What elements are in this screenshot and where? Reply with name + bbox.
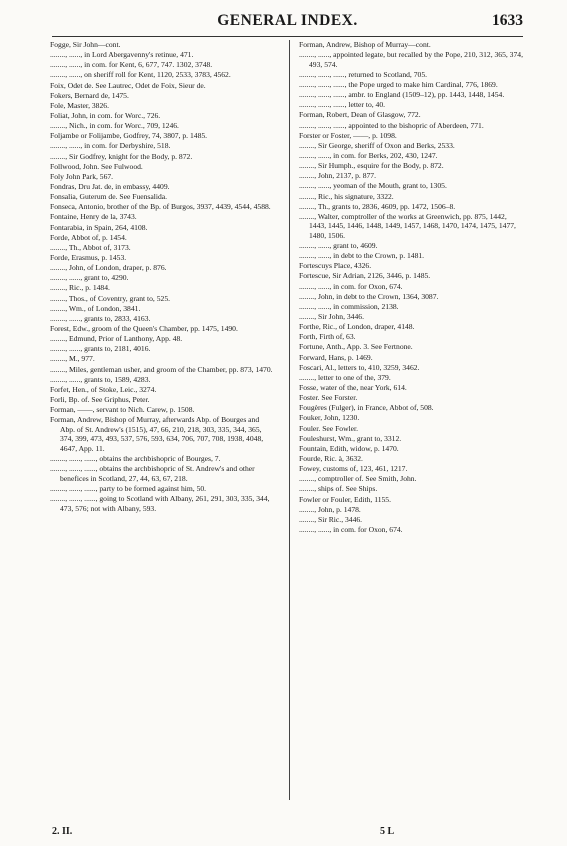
index-entry: Forde, Erasmus, p. 1453.	[50, 252, 127, 262]
index-entry: Forde, Abbot of, p. 1454.	[50, 232, 127, 242]
page-header	[52, 8, 523, 37]
index-entry: Forman, ——, servant to Nich. Carew, p. 1508.	[50, 405, 195, 415]
index-entry: ........, ......, ......, going to Scotland with Albany, 261, 291, 303, 335, 344, 473, 576; not with Albany, 593.	[50, 493, 270, 513]
signature-mark: 5 L	[380, 826, 395, 837]
index-entry: Fowey, customs of, 123, 461, 1217.	[299, 464, 408, 474]
index-entry: Forman, Robert, Dean of Glasgow, 772.	[299, 110, 421, 120]
index-entry: ........, ......, ......, obtains the archbishopric of Bourges, 7.	[50, 453, 221, 463]
index-entry: Foliat, John, in com. for Worc., 726.	[50, 110, 161, 120]
index-entry: ........, ......, yeoman of the Mouth, grant to, 1305.	[299, 181, 447, 191]
index-entry: ........, Th., Abbot of, 3173.	[50, 242, 131, 252]
index-entry: Fortescue, Sir Adrian, 2126, 3446, p. 1485.	[299, 271, 431, 281]
index-entry: Fourde, Ric. à, 3632.	[299, 453, 363, 463]
index-entry: ........, Sir Ric., 3446.	[299, 514, 363, 524]
index-entry: ........, ......, in com. for Derbyshire, 518.	[50, 141, 171, 151]
index-entry: ........, Miles, gentleman usher, and groom of the Chamber, pp. 873, 1470.	[50, 364, 273, 374]
index-entry: Forman, Andrew, Bishop of Murray—cont.	[299, 40, 431, 49]
index-entry: ........, John, of London, draper, p. 876.	[50, 263, 167, 273]
index-entry: ........, ......, in com. for Kent, 6, 677, 747. 1302, 3748.	[50, 60, 213, 70]
index-entry: Fonseca, Antonio, brother of the Bp. of Burgos, 3937, 4439, 4544, 4588.	[50, 202, 271, 212]
index-entry: Fougères (Fulger), in France, Abbot of, 508.	[299, 403, 434, 413]
index-entry: ........, Th., grants to, 2836, 4609, pp. 1472, 1506–8.	[299, 201, 456, 211]
index-entry: ........, Sir John, 3446.	[299, 312, 364, 322]
index-entry: ........, John, p. 1478.	[299, 504, 361, 514]
index-entry: Fontaine, Henry de la, 3743.	[50, 212, 137, 222]
index-entry: Fowler or Fouler, Edith, 1155.	[299, 494, 392, 504]
index-entry: ........, ships of. See Ships.	[299, 484, 378, 494]
index-entry: ........, ......, in com. for Oxon, 674.	[299, 524, 403, 534]
index-entry: ........, Ric., his signature, 3322.	[299, 191, 394, 201]
index-entry: Forth, Firth of, 63.	[299, 332, 356, 342]
index-entry: Fogge, Sir John—cont.	[50, 40, 121, 49]
index-entry: ........, M., 977.	[50, 354, 95, 364]
index-entry: ........, ......, ......, the Pope urged to make him Cardinal, 776, 1869.	[299, 79, 498, 89]
index-entry: ........, ......, grant to, 4290.	[50, 273, 129, 283]
index-entry: Foix, Odet de. See Lautrec, Odet de Foix, Sieur de.	[50, 80, 206, 90]
running-title: GENERAL INDEX.	[217, 12, 358, 29]
index-entry: ........, Sir Humph., esquire for the Body, p. 872.	[299, 161, 444, 171]
index-entry: Fortune, Anth., App. 3. See Fertnone.	[299, 342, 413, 352]
index-entry: Forward, Hans, p. 1469.	[299, 352, 373, 362]
index-entry: Follwood, John. See Fulwood.	[50, 161, 143, 171]
index-entry: ........, ......, in commission, 2138.	[299, 301, 399, 311]
index-entry: ........, Ric., p. 1484.	[50, 283, 110, 293]
index-entry: ........, ......, appointed legate, but recalled by the Pope, 210, 312, 365, 374, 493, 574.	[299, 50, 523, 69]
volume-mark: 2. II.	[52, 826, 73, 837]
index-entry: Foljambe or Folijambe, Godfrey, 74, 3807, p. 1485.	[50, 131, 208, 141]
index-entry: ........, ......, grants to, 1589, 4283.	[50, 374, 151, 384]
index-entry: ........, ......, ......, returned to Scotland, 705.	[299, 69, 428, 79]
index-entry: ........, ......, ......, ambr. to England (1509–12), pp. 1443, 1448, 1454.	[299, 90, 505, 100]
index-entry: Fonsalia, Guterum de. See Fuensalida.	[50, 192, 168, 202]
index-entry: Fortescuys Place, 4326.	[299, 261, 372, 271]
index-entry: ........, ......, grants to, 2181, 4016.	[50, 344, 151, 354]
index-column-left	[50, 40, 275, 514]
index-entry: Fountain, Edith, widow, p. 1470.	[299, 443, 399, 453]
index-entry: Forster or Foster, ——, p. 1098.	[299, 130, 397, 140]
index-column-right	[299, 40, 524, 535]
index-entry: Fosse, water of the, near York, 614.	[299, 383, 407, 392]
index-entry: Foly John Park, 567.	[50, 171, 114, 181]
index-entry: Forman, Andrew, Bishop of Murray, afterwards Abp. of Bourges and Abp. of St. Andrew's (1515), 47, 66, 210, 218, 303, 335, 344, 365, 374, 399, 473, 493, 537, 576, 593, 634, 706, 707, 708, 1938, 4048, 4647, App. 11.	[50, 415, 264, 453]
index-entry: Fondras, Dru Jat. de, in embassy, 4409.	[50, 181, 170, 191]
index-entry: Foster. See Forster.	[299, 393, 358, 403]
column-divider	[289, 40, 290, 800]
index-entry: ........, ......, ......, obtains the archbishopric of St. Andrew's and other benefices in Scotland, 27, 44, 63, 67, 218.	[50, 464, 255, 483]
index-entry: Fokers, Bernard de, 1475.	[50, 90, 129, 100]
index-entry: Forthe, Ric., of London, draper, 4148.	[299, 322, 415, 332]
index-entry: ........, ......, grants to, 2833, 4163.	[50, 313, 151, 323]
index-entry: ........, ......, in Lord Abergavenny's retinue, 471.	[50, 50, 194, 60]
index-entry: ........, Sir Godfrey, knight for the Body, p. 872.	[50, 151, 193, 161]
index-entry: ........, letter to one of the, 379.	[299, 372, 391, 382]
index-entry: ........, Thos., of Coventry, grant to, 525.	[50, 293, 171, 303]
index-entry: Forfet, Hen., of Stoke, Leic., 3274.	[50, 384, 157, 394]
index-entry: Foscari, Al., letters to, 410, 3259, 3462.	[299, 362, 420, 372]
index-entry: ........, Sir George, sheriff of Oxon and Berks, 2533.	[299, 140, 455, 150]
index-entry: ........, ......, ......, party to be formed against him, 50.	[50, 483, 207, 493]
index-entry: Fouleshurst, Wm., grant to, 3312.	[299, 433, 402, 443]
index-entry: ........, Walter, comptroller of the works at Greenwich, pp. 875, 1442, 1443, 1445, 1446, 1448, 1449, 1457, 1468, 1470, 1474, 1475, 1477, 1480, 1506.	[299, 211, 516, 240]
index-entry: ........, Edmund, Prior of Lanthony, App. 48.	[50, 334, 183, 344]
index-entry: ........, ......, in com. for Oxon, 674.	[299, 281, 403, 291]
index-entry: ........, ......, ......, letter to, 40.	[299, 100, 386, 110]
index-entry: ........, ......, on sheriff roll for Kent, 1120, 2533, 3783, 4562.	[50, 70, 231, 80]
index-entry: Fole, Master, 3826.	[50, 100, 109, 110]
index-entry: ........, Wm., of London, 3841.	[50, 303, 141, 313]
index-entry: ........, John, 2137, p. 877.	[299, 171, 376, 181]
page-number: 1633	[492, 12, 523, 29]
index-entry: ........, comptroller of. See Smith, John.	[299, 474, 417, 484]
index-entry: ........, ......, ......, appointed to the bishopric of Aberdeen, 771.	[299, 120, 484, 130]
index-entry: ........, ......, grant to, 4609.	[299, 241, 378, 251]
index-entry: Forli, Bp. of. See Griphus, Peter.	[50, 394, 150, 404]
index-entry: Fouler. See Fowler.	[299, 423, 359, 433]
index-entry: Fouker, John, 1230.	[299, 413, 360, 423]
index-entry: Forest, Edw., groom of the Queen's Chamber, pp. 1475, 1490.	[50, 323, 238, 333]
index-entry: ........, ......, in debt to the Crown, p. 1481.	[299, 251, 425, 261]
index-entry: ........, ......, in com. for Berks, 202, 430, 1247.	[299, 150, 438, 160]
index-entry: Fontarabia, in Spain, 264, 4108.	[50, 222, 148, 232]
index-entry: ........, Nich., in com. for Worc., 709, 1246.	[50, 121, 179, 131]
index-entry: ........, John, in debt to the Crown, 1364, 3087.	[299, 291, 439, 301]
